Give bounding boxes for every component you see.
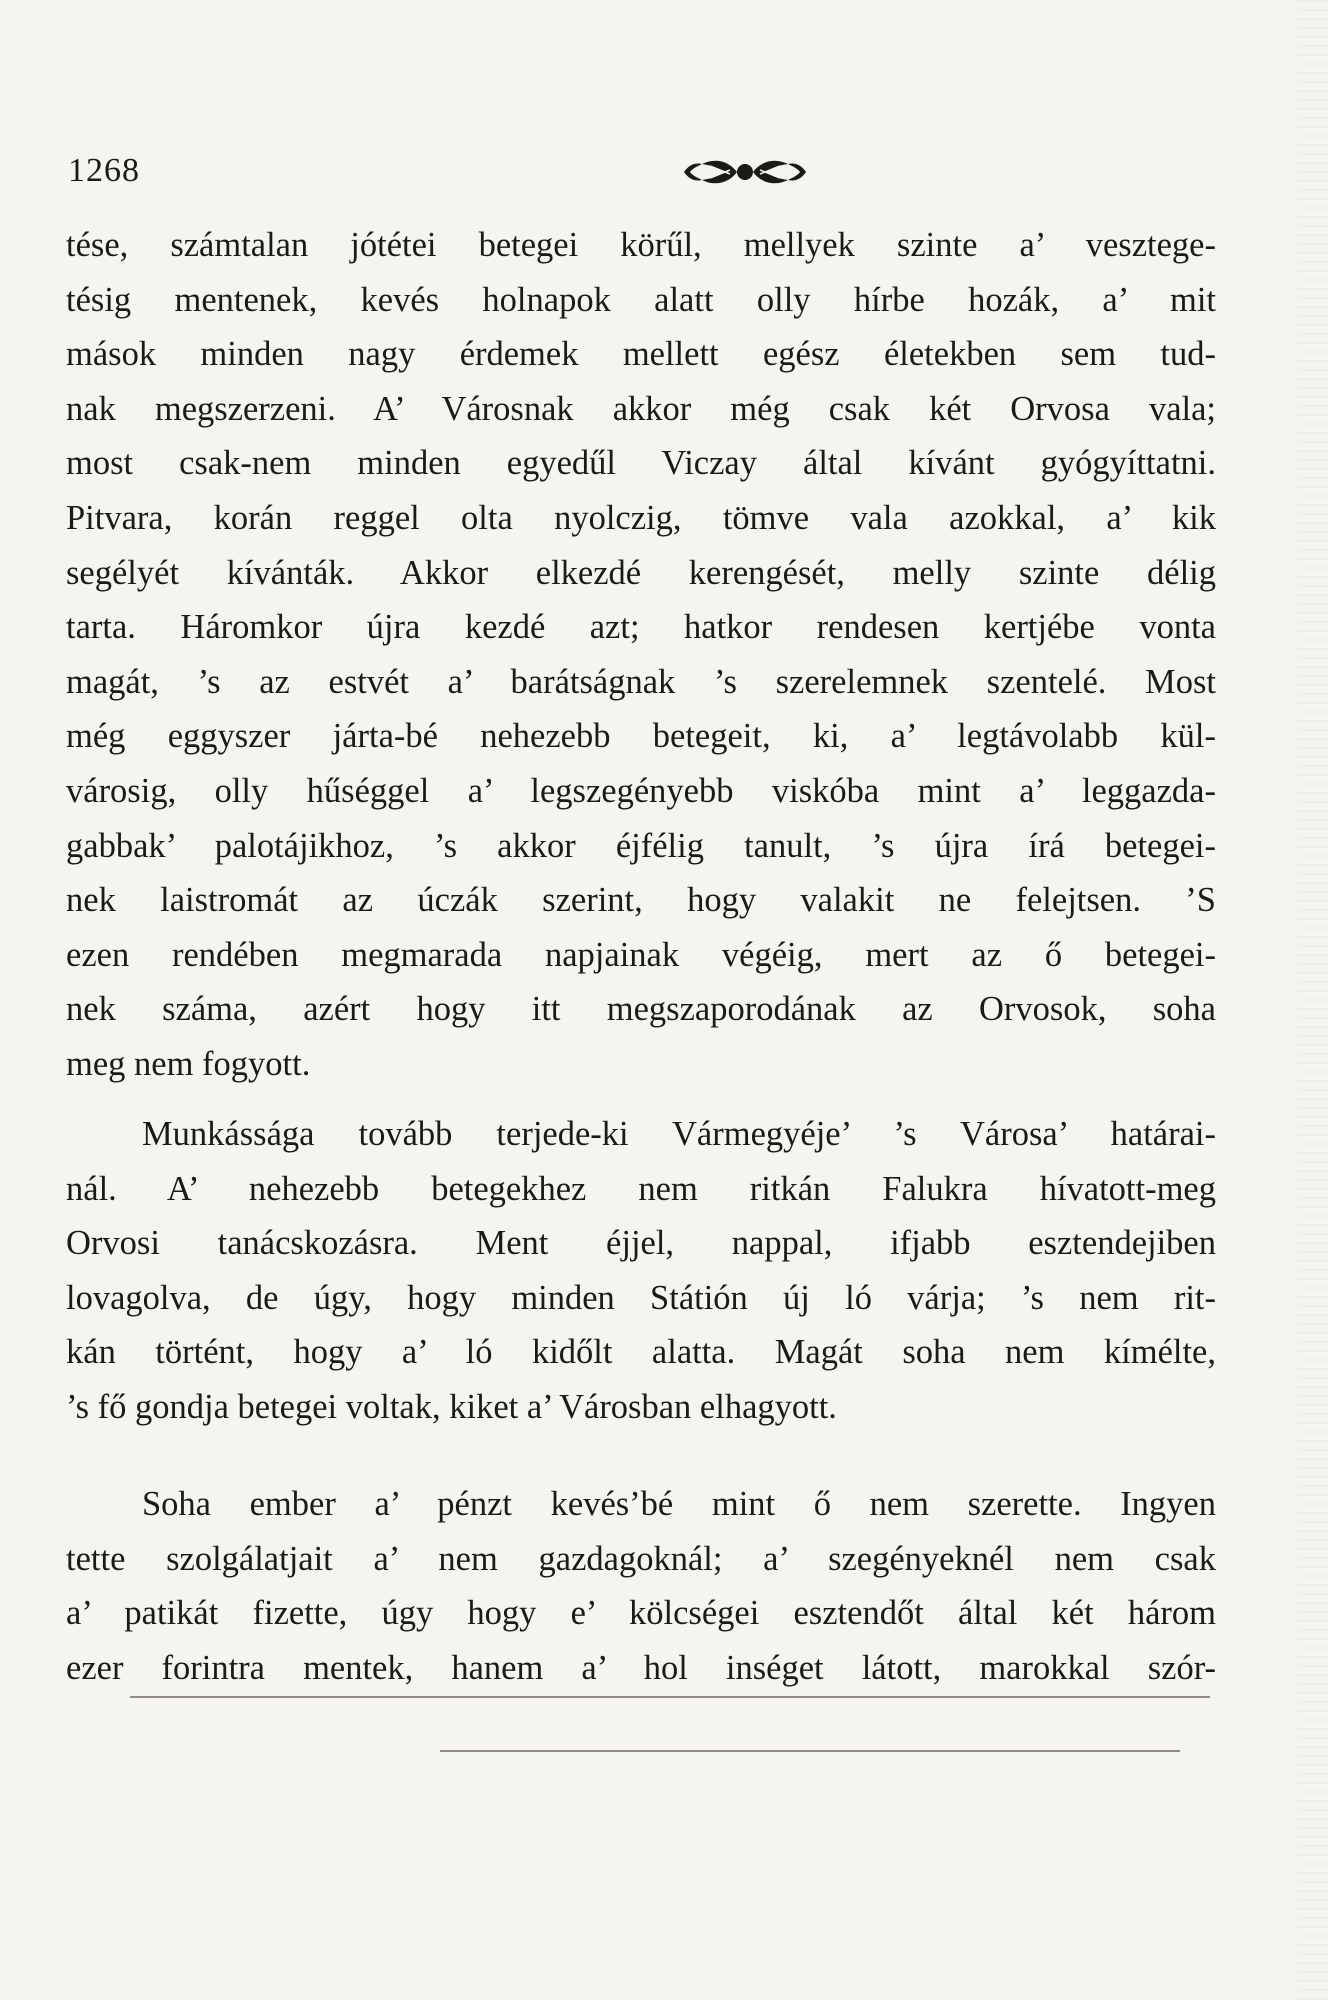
ornament-icon [680,150,810,194]
pencil-underline [440,1750,1180,1752]
text-line: most csak-nem minden egyedűl Viczay által kívánt gyógyíttatni. [66,444,1216,483]
paragraph-2 [66,1107,1216,1435]
text-line: nak megszerzeni. A’ Városnak akkor még csak két Orvosa vala; [66,389,1216,428]
text-line: segélyét kívánták. Akkor elkezdé kerengését, melly szinte délig [66,553,1216,592]
pencil-underline [130,1696,1210,1698]
text-line: tarta. Háromkor újra kezdé azt; hatkor rendesen kertjébe vonta [66,608,1216,647]
text-line: gabbak’ palotájikhoz, ’s akkor éjfélig tanult, ’s újra írá betegei- [66,826,1216,865]
text-line: nek száma, azért hogy itt megszaporodának az Orvosok, soha [66,990,1216,1029]
text-line: Pitvara, korán reggel olta nyolczig, tömve vala azokkal, a’ kik [66,498,1216,537]
text-line: magát, ’s az estvét a’ barátságnak ’s szerelemnek szentelé. Most [66,662,1216,701]
text-line: kán történt, hogy a’ ló kidőlt alatta. Magát soha nem kímélte, [66,1333,1216,1372]
text-line: nek laistromát az úczák szerint, hogy valakit ne felejtsen. ’S [66,881,1216,920]
text-line: városig, olly hűséggel a’ legszegényebb viskóba mint a’ leggazda- [66,771,1216,810]
text-line: ’s fő gondja betegei voltak, kiket a’ Városban elhagyott. [66,1387,837,1426]
page-header [68,150,1228,200]
page-number: 1268 [68,152,140,189]
text-line: tésig mentenek, kevés holnapok alatt olly hírbe hozák, a’ mit [66,280,1216,319]
text-line: tése, számtalan jótétei betegei körűl, mellyek szinte a’ vesztege- [66,226,1216,264]
text-line: Munkássága tovább terjede-ki Vármegyéje’ ’s Városa’ határai- [142,1115,1216,1153]
text-line: tette szolgálatjait a’ nem gazdagoknál; a’ szegényeknél nem csak [66,1539,1216,1578]
text-line: lovagolva, de úgy, hogy minden Státión új ló várja; ’s nem rit- [66,1278,1216,1317]
text-line: mások minden nagy érdemek mellett egész életekben sem tud- [66,335,1216,374]
text-line: Orvosi tanácskozásra. Ment éjjel, nappal, ifjabb esztendejiben [66,1224,1216,1263]
text-line: még eggyszer járta-bé nehezebb betegeit, ki, a’ legtávolabb kül- [66,717,1216,756]
text-line: nál. A’ nehezebb betegekhez nem ritkán Falukra hívatott-meg [66,1169,1216,1208]
text-line: ezer forintra mentek, hanem a’ hol inséget látott, marokkal szór- [66,1648,1216,1687]
paragraph-3 [66,1477,1216,1695]
text-line: meg nem fogyott. [66,1044,311,1083]
paragraph-1 [66,218,1216,1092]
page-edge-texture [1298,0,1328,2000]
text-line: a’ patikát fizette, úgy hogy e’ kölcségei esztendőt által két három [66,1594,1216,1633]
text-line: Soha ember a’ pénzt kevés’bé mint ő nem szerette. Ingyen [142,1485,1216,1523]
text-line: ezen rendében megmarada napjainak végéig, mert az ő betegei- [66,935,1216,974]
